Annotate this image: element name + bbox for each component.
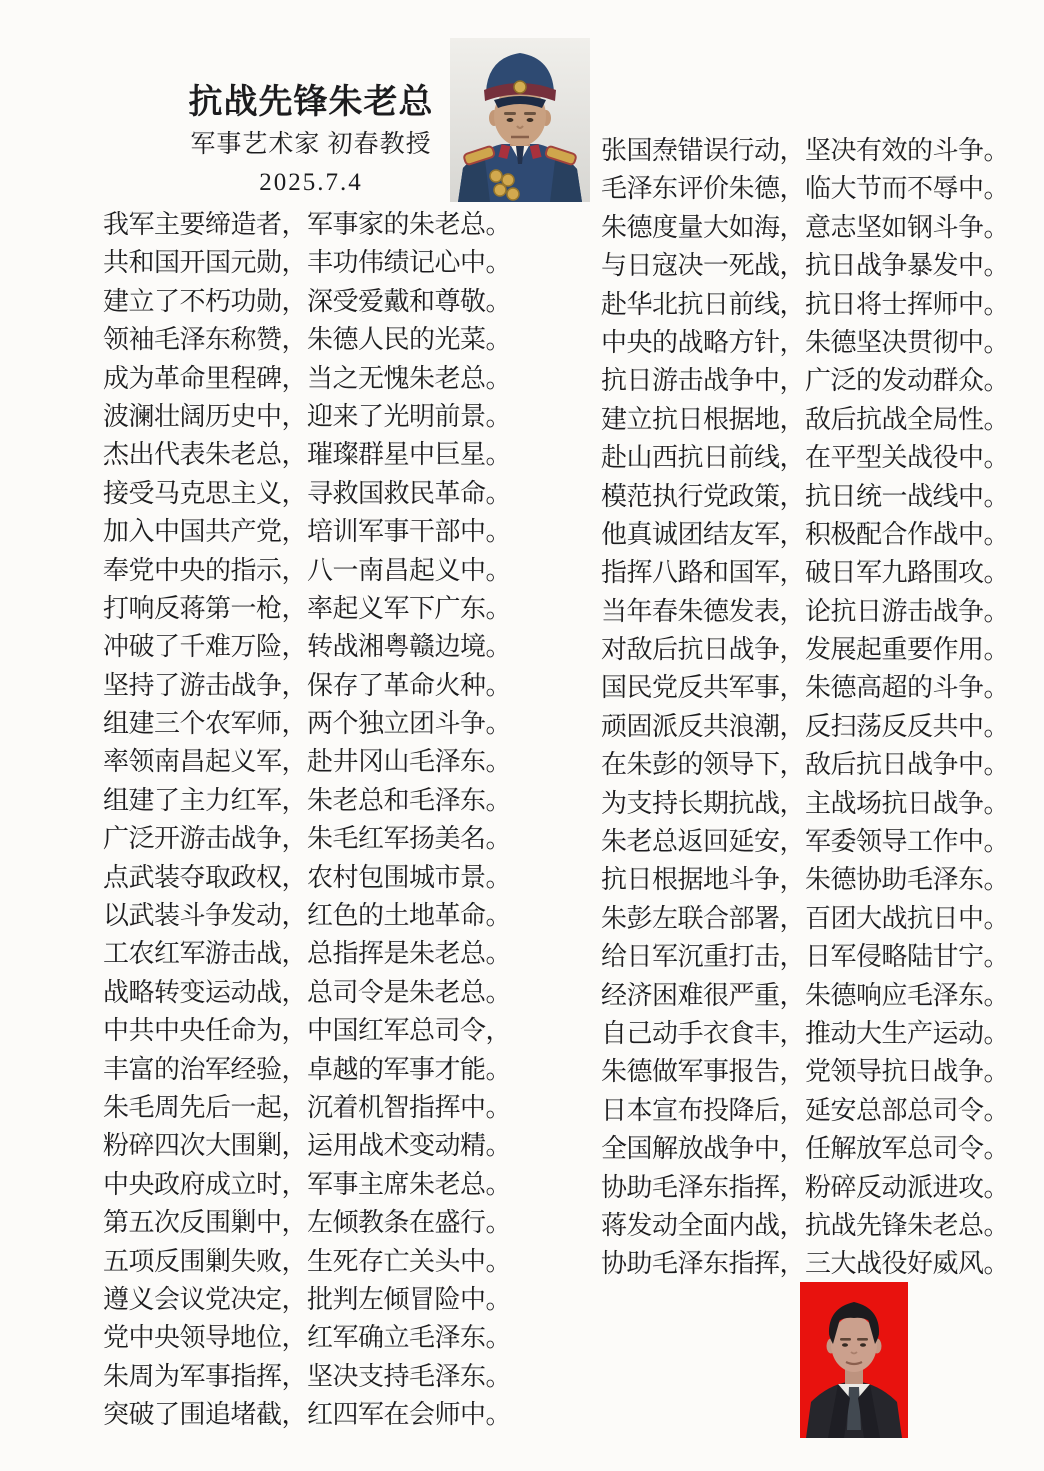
verse-line: 党中央领导地位，红军确立毛泽东。 [103,1323,512,1353]
verse-line: 经济困难很严重，朱德响应毛泽东。 [601,980,1010,1010]
verse-line: 朱周为军事指挥，坚决支持毛泽东。 [103,1361,512,1391]
verse-line: 他真诚团结友军，积极配合作战中。 [601,519,1010,549]
page-title: 抗战先锋朱老总 [188,84,434,121]
verse-line: 中共中央任命为，中国红军总司令， [103,1016,512,1046]
verse-column-right [601,132,1021,1284]
verse-line: 率领南昌起义军，赴井冈山毛泽东。 [103,747,512,777]
verse-line: 协助毛泽东指挥，粉碎反动派进攻。 [601,1172,1010,1202]
verse-line: 我军主要缔造者，军事家的朱老总。 [103,210,512,239]
verse-line: 中央政府成立时，军事主席朱老总。 [103,1169,512,1199]
verse-line: 遵义会议党决定，批判左倾冒险中。 [103,1284,512,1314]
id-photo-illustration [800,1282,908,1438]
verse-line: 丰富的治军经验，卓越的军事才能。 [103,1054,512,1084]
verse-line: 蒋发动全面内战，抗战先锋朱老总。 [601,1210,1010,1240]
verse-line: 朱彭左联合部署，百团大战抗日中。 [601,903,1010,933]
verse-line: 抗日游击战争中，广泛的发动群众。 [601,366,1010,396]
verse-line: 工农红军游击战，总指挥是朱老总。 [103,939,512,969]
verse-line: 张国焘错误行动，坚决有效的斗争。 [601,136,1010,165]
verse-line: 顽固派反共浪潮，反扫荡反反共中。 [601,711,1010,741]
verse-line: 组建三个农军师，两个独立团斗争。 [103,709,512,739]
verse-line: 打响反蒋第一枪，率起义军下广东。 [103,593,512,623]
verse-line: 五项反围剿失败，生死存亡关头中。 [103,1246,512,1276]
verse-line: 与日寇决一死战，抗日战争暴发中。 [601,251,1010,281]
verse-line: 在朱彭的领导下，敌后抗日战争中。 [601,750,1010,780]
verse-column-left [103,206,523,1435]
verse-line: 中央的战略方针，朱德坚决贯彻中。 [601,327,1010,357]
zhu-de-portrait-photo [450,38,590,202]
verse-line: 对敌后抗日战争，发展起重要作用。 [601,635,1010,665]
verse-line: 粉碎四次大围剿，运用战术变动精。 [103,1131,512,1161]
verse-line: 朱老总返回延安，军委领导工作中。 [601,827,1010,857]
verse-line: 抗日根据地斗争，朱德协助毛泽东。 [601,865,1010,895]
marshal-portrait-illustration [450,38,590,202]
verse-line: 坚持了游击战争，保存了革命火种。 [103,670,512,700]
verse-line: 建立抗日根据地，敌后抗战全局性。 [601,404,1010,434]
verse-line: 广泛开游击战争，朱毛红军扬美名。 [103,824,512,854]
verse-line: 领袖毛泽东称赞，朱德人民的光菜。 [103,325,512,355]
verse-line: 赴华北抗日前线，抗日将士挥师中。 [601,289,1010,319]
verse-line: 接受马克思主义，寻救国救民革命。 [103,478,512,508]
verse-line: 以武装斗争发动，红色的土地革命。 [103,901,512,931]
verse-line: 冲破了千难万险，转战湘粤赣边境。 [103,632,512,662]
verse-line: 奉党中央的指示，八一南昌起义中。 [103,555,512,585]
verse-line: 突破了围追堵截，红四军在会师中。 [103,1400,512,1430]
verse-line: 加入中国共产党，培训军事干部中。 [103,517,512,547]
author-id-photo [800,1282,908,1438]
verse-line: 给日军沉重打击，日军侵略陆甘宁。 [601,942,1010,972]
verse-line: 成为革命里程碑，当之无愧朱老总。 [103,363,512,393]
verse-line: 指挥八路和国军，破日军九路围攻。 [601,558,1010,588]
verse-line: 朱德度量大如海，意志坚如钢斗争。 [601,212,1010,242]
verse-line: 日本宣布投降后，延安总部总司令。 [601,1095,1010,1125]
verse-line: 共和国开国元勋，丰功伟绩记心中。 [103,248,512,278]
verse-line: 国民党反共军事，朱德高超的斗争。 [601,673,1010,703]
verse-line: 战略转变运动战，总司令是朱老总。 [103,977,512,1007]
date-line: 2025.7.4 [259,169,363,196]
author-line: 军事艺术家 初春教授 [190,131,432,158]
verse-line: 组建了主力红军，朱老总和毛泽东。 [103,785,512,815]
verse-line: 协助毛泽东指挥，三大战役好威风。 [601,1249,1010,1279]
verse-line: 朱毛周先后一起，沉着机智指挥中。 [103,1092,512,1122]
verse-line: 毛泽东评价朱德，临大节而不辱中。 [601,174,1010,204]
verse-line: 模范执行党政策，抗日统一战线中。 [601,481,1010,511]
verse-line: 杰出代表朱老总，璀璨群星中巨星。 [103,440,512,470]
verse-line: 为支持长期抗战，主战场抗日战争。 [601,788,1010,818]
verse-line: 当年春朱德发表，论抗日游击战争。 [601,596,1010,626]
verse-line: 朱德做军事报告，党领导抗日战争。 [601,1057,1010,1087]
verse-line: 点武装夺取政权，农村包围城市景。 [103,862,512,892]
verse-line: 赴山西抗日前线，在平型关战役中。 [601,443,1010,473]
verse-line: 全国解放战争中，任解放军总司令。 [601,1134,1010,1164]
verse-line: 建立了不朽功勋，深受爱戴和尊敬。 [103,286,512,316]
verse-line: 第五次反围剿中，左倾教条在盛行。 [103,1208,512,1238]
verse-line: 自己动手衣食丰，推动大生产运动。 [601,1018,1010,1048]
verse-line: 波澜壮阔历史中，迎来了光明前景。 [103,401,512,431]
